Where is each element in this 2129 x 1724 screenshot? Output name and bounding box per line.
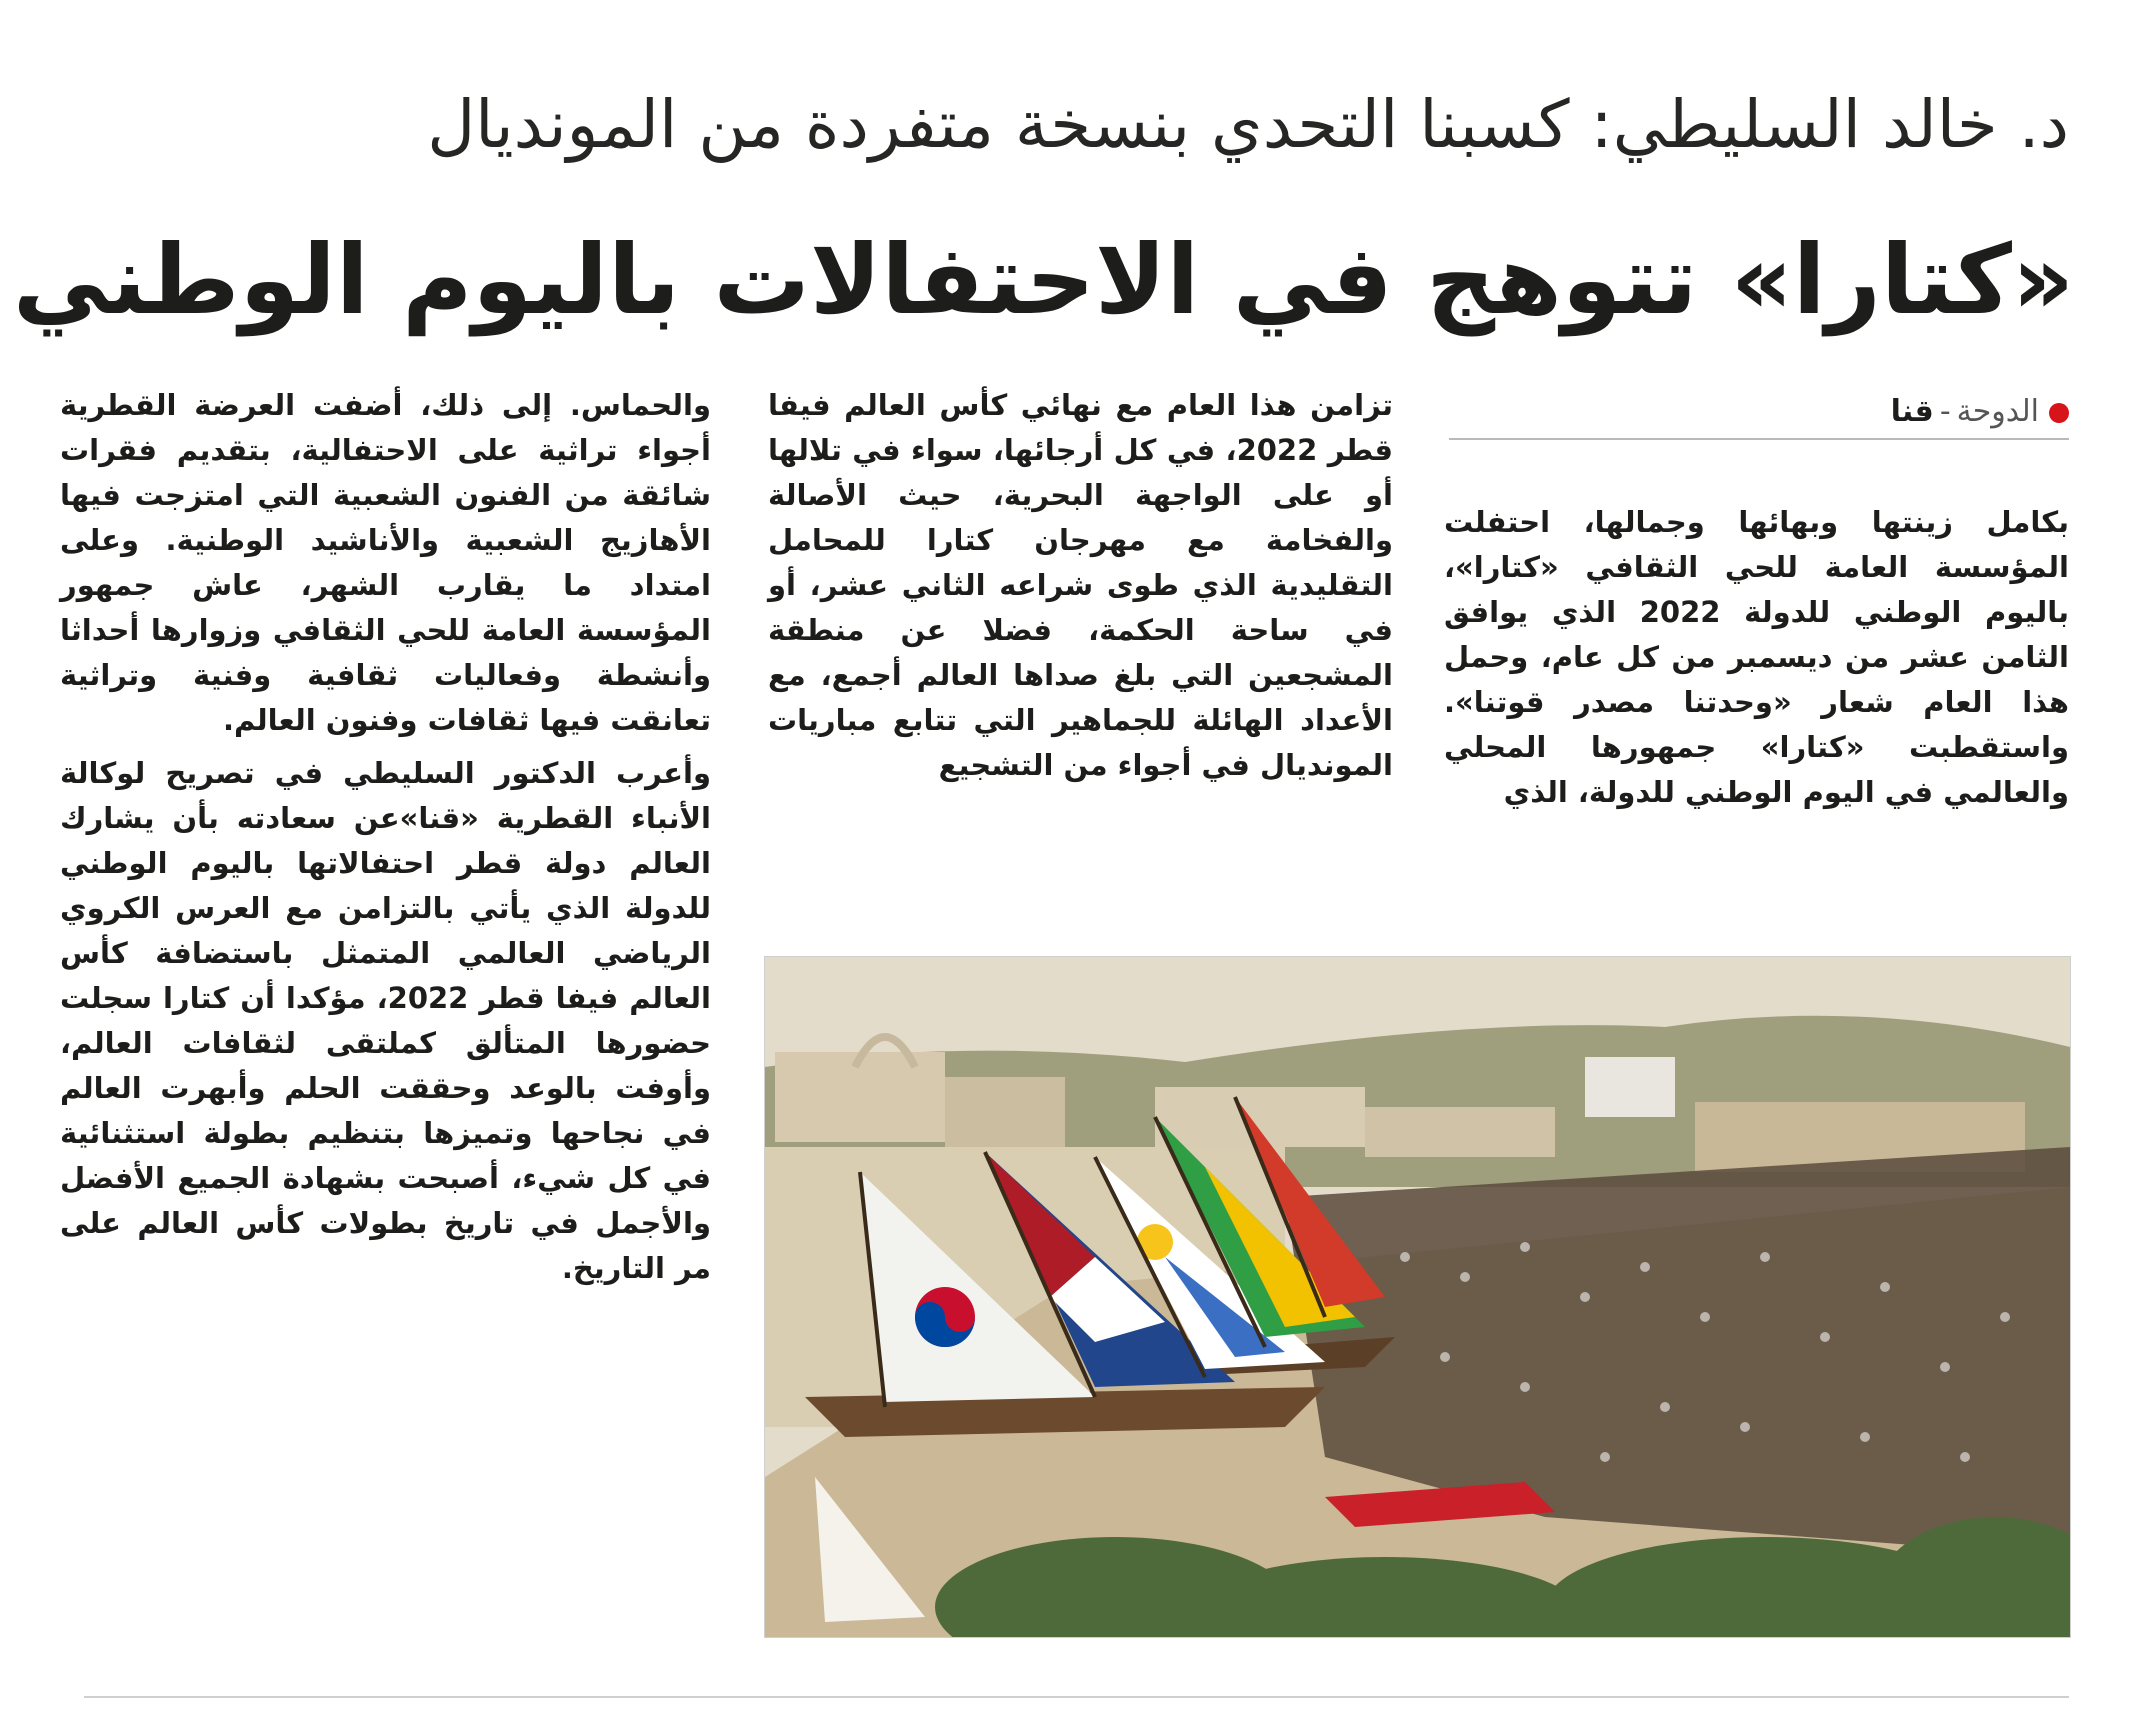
dateline-dot-icon [2049, 403, 2069, 423]
article-column-3-paragraph-2: وأعرب الدكتور السليطي في تصريح لوكالة الأنباء القطرية «قنا»عن سعادته بأن يشارك العالم دولة قطر احتفالاتها باليوم الوطني للدولة الذي يأتي بالتزامن مع العرس الكروي الرياضي العالمي المتمثل باستضافة كأس العالم فيفا قطر 2022، مؤكدا أن كتارا سجلت حضورها المتألق كملتقى لثقافات العالم، وأوفت بالوعد وحققت الحلم وأبهرت العالم في نجاحها وتميزها بتنظيم بطولة استثنائية في كل شيء، أصبحت بشهادة الجميع الأفضل والأجمل في تاريخ بطولات كأس العالم على مر التاريخ. [60, 756, 711, 1285]
article-headline: «كتارا» تتوهج في الاحتفالات باليوم الوطني [12, 224, 2074, 336]
article-kicker: د. خالد السليطي: كسبنا التحدي بنسخة متفردة من المونديال [427, 86, 2069, 163]
dateline-city: الدوحة [1956, 394, 2039, 429]
bottom-divider [84, 1696, 2069, 1698]
dateline [1449, 386, 2069, 440]
dhow-festival-photo [765, 957, 2070, 1637]
article-column-3 [60, 383, 711, 1299]
article-column-1: بكامل زينتها وبهائها وجمالها، احتفلت المؤسسة العامة للحي الثقافي «كتارا»، باليوم الوطني للدولة 2022 الذي يوافق الثامن عشر من ديسمبر من كل عام، وحمل هذا العام شعار «وحدتنا مصدر قوتنا». واستقطبت «كتارا» جمهورها المحلي والعالمي في اليوم الوطني للدولة، الذي [1444, 505, 2069, 809]
article-column-3-paragraph-1: والحماس. إلى ذلك، أضفت العرضة القطرية أجواء تراثية على الاحتفالية، بتقديم فقرات شائقة من الفنون الشعبية التي امتزجت فيها الأهازيج الشعبية والأناشيد الوطنية. وعلى امتداد ما يقارب الشهر، عاش جمهور المؤسسة العامة للحي الثقافي وزوارها أحداثا وأنشطة وفعاليات ثقافية وفنية وتراثية تعانقت فيها ثقافات وفنون العالم. [60, 388, 711, 737]
article-photo [764, 956, 2071, 1638]
dateline-separator: - [1939, 394, 1951, 429]
article-column-2: تزامن هذا العام مع نهائي كأس العالم فيفا قطر 2022، في كل أرجائها، سواء في تلالها أو على الواجهة البحرية، حيث الأصالة والفخامة مع مهرجان كتارا للمحامل التقليدية الذي طوى شراعه الثاني عشر، أو في ساحة الحكمة، فضلا عن منطقة المشجعين التي بلغ صداها العالم أجمع، مع الأعداد الهائلة للجماهير التي تتابع مباريات المونديال في أجواء من التشجيع [768, 388, 1393, 782]
dateline-agency: قنا [1890, 394, 1934, 429]
